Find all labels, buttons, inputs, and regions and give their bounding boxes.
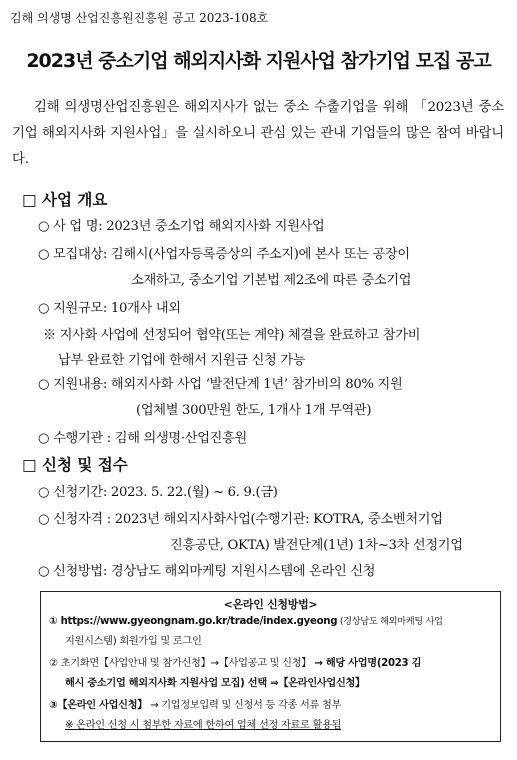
intro-paragraph: 김해 의생명산업진흥원은 해외지사가 없는 중소 수출기업을 위해 「2023년 중소기업 해외지사화 지원사업」을 실시하오니 관심 있는 관내 기업들의 많은 참여 바랍니다. (12, 100, 504, 167)
online-step-1 (49, 612, 495, 633)
online-step-1-url[interactable]: ① https://www.gyeongnam.go.kr/trade/index.gyeong (49, 616, 338, 627)
online-step-2-select: → 해당 사업명(2023 김 (311, 658, 422, 669)
online-box-title: <온라인 신청방법> (223, 598, 318, 611)
document-number: 김해 의생명 산업진흥원진흥원 공고 2023-108호 (10, 11, 269, 25)
application-eligibility-cont: 진흥공단, OKTA) 발전단계(1년) 1차~3차 선정기업 (170, 538, 463, 553)
overview-note: ※ 지사화 사업에 선정되어 협약(또는 계약) 체결을 완료하고 참가비 (43, 328, 421, 343)
online-step-2-cont: 해시 중소기업 해외지사화 지원사업 모집) 선택 ⇒【온라인사업신청】 (65, 678, 365, 689)
overview-project-name: ○ 사 업 명: 2023년 중소기업 해외지사화 지원사업 (38, 219, 325, 234)
online-step-3 (49, 696, 495, 717)
overview-target: ○ 모집대상: 김해시(사업자등록증상의 주소지)에 본사 또는 공장이 (38, 247, 410, 262)
overview-scale: ○ 지원규모: 10개사 내외 (38, 301, 181, 316)
online-step-3-desc: → 기업정보입력 및 신청서 등 각종 서류 첨부 (147, 700, 342, 711)
page-title: 2023년 중소기업 해외지사화 지원사업 참가기업 모집 공고 (26, 50, 491, 72)
overview-support: ○ 지원내용: 해외지사화 사업 ‘발전단계 1년’ 참가비의 80% 지원 (38, 377, 403, 392)
overview-note-cont: 납부 완료한 기업에 한해서 지원금 신청 가능 (58, 353, 306, 368)
online-step-1-cont: 지원시스템) 회원가입 및 로그인 (65, 636, 202, 647)
online-step-1-note: (경상남도 해외마케팅 사업 (337, 616, 443, 627)
section-heading-overview: □ 사업 개요 (22, 191, 108, 209)
online-step-2 (49, 654, 495, 675)
application-period: ○ 신청기간: 2023. 5. 22.(월) ~ 6. 9.(금) (38, 485, 278, 500)
online-step-2-path: ② 초기화면【사업안내 및 참가신청】→【사업공고 및 신청】 (49, 658, 312, 669)
overview-support-cont: (업체별 300만원 한도, 1개사 1개 무역관) (136, 403, 372, 418)
application-method: ○ 신청방법: 경상남도 해외마케팅 지원시스템에 온라인 신청 (38, 564, 376, 579)
section-heading-application: □ 신청 및 접수 (22, 456, 128, 474)
overview-target-cont: 소재하고, 중소기업 기본법 제2조에 따른 중소기업 (131, 273, 412, 288)
online-step-3-label: ③【온라인 사업신청】 (49, 700, 148, 711)
application-eligibility: ○ 신청자격 : 2023년 해외지사화사업(수행기관: KOTRA, 중소벤처기업 (38, 512, 443, 527)
online-box-note: ※ 온라인 신청 시 첨부한 자료에 한하여 업체 선정 자료로 활용됨 (65, 720, 342, 731)
online-application-box (40, 591, 501, 742)
overview-agency: ○ 수행기관 : 김해 의생명·산업진흥원 (38, 431, 247, 446)
